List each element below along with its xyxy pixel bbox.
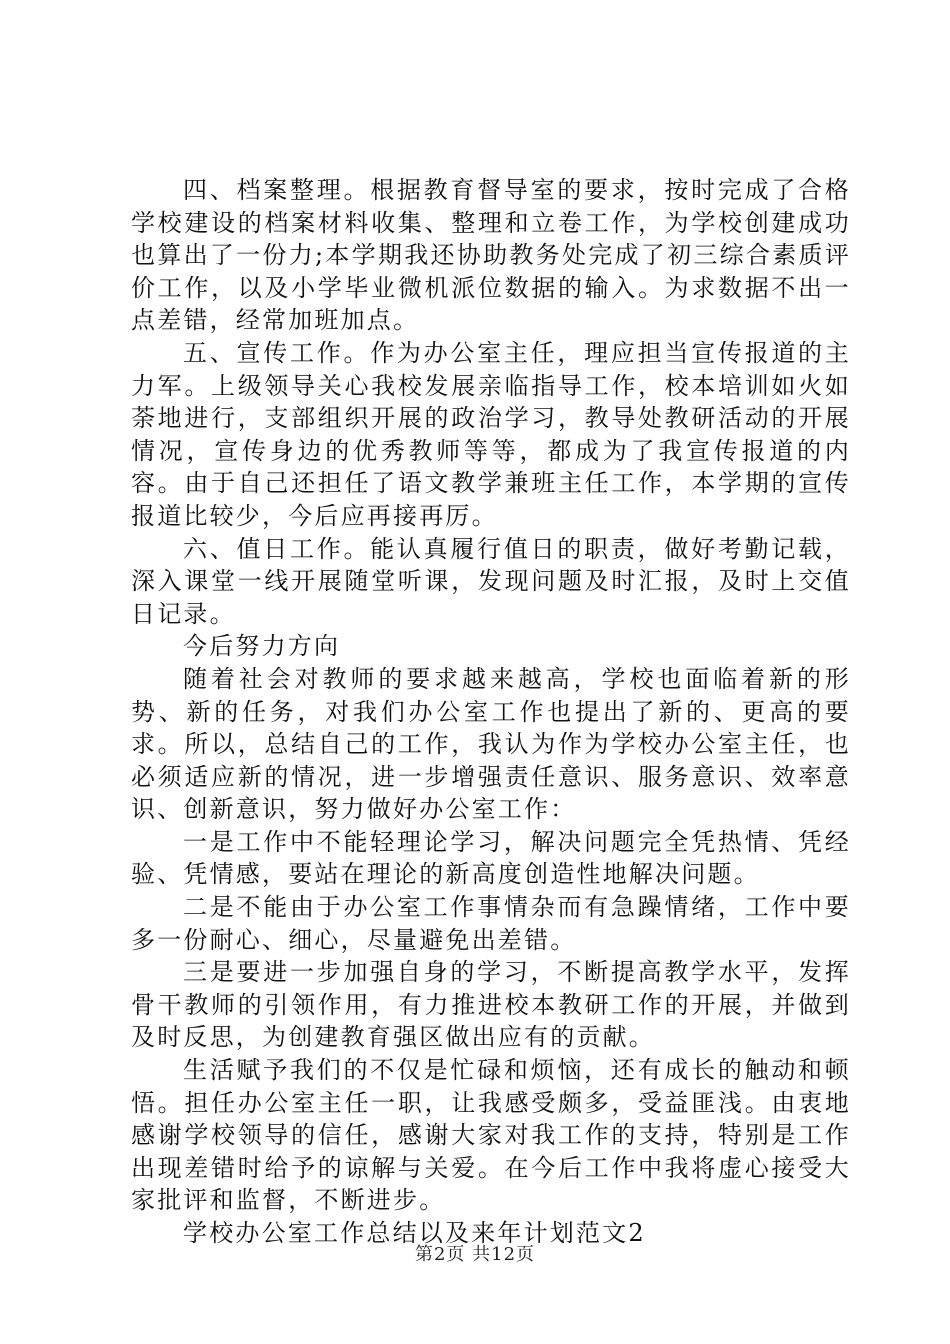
paragraph-publicity: 五、宣传工作。作为办公室主任，理应担当宣传报道的主力军。上级领导关心我校发展亲临指导工作，校本培训如火如荼地进行，支部组织开展的政治学习，教导处教研活动的开展情况，宣传身边的优秀教师等等，都成为了我宣传报道的内容。由于自己还担任了语文教学兼班主任工作，本学期的宣传报道比较少，今后应再接再厉。 [131, 338, 851, 530]
next-article-title: 学校办公室工作总结以及来年计划范文2 [183, 1219, 646, 1247]
paragraph-point-three: 三是要进一步加强自身的学习，不断提高教学水平，发挥骨干教师的引领作用，有力推进校本教研工作的开展，并做到及时反思，为创建教育强区做出应有的贡献。 [131, 958, 851, 1052]
paragraph-duty: 六、值日工作。能认真履行值日的职责，做好考勤记载，深入课堂一线开展随堂听课，发现问题及时汇报，及时上交值日记录。 [131, 534, 851, 628]
document-body [131, 174, 851, 1250]
paragraph-point-one: 一是工作中不能轻理论学习，解决问题完全凭热情、凭经验、凭情感，要站在理论的新高度创造性地解决问题。 [131, 827, 851, 889]
paragraph-point-two: 二是不能由于办公室工作事情杂而有急躁情绪，工作中要多一份耐心、细心，尽量避免出差错。 [131, 893, 851, 954]
paragraph-archive: 四、档案整理。根据教育督导室的要求，按时完成了合格学校建设的档案材料收集、整理和立卷工作，为学校创建成功也算出了一份力;本学期我还协助教务处完成了初三综合素质评价工作，以及小学毕业微机派位数据的输入。为求数据不出一点差错，经常加班加点。 [131, 176, 851, 335]
page-number-footer: 第2页 共12页 [414, 1244, 536, 1265]
section-heading-future-direction: 今后努力方向 [183, 632, 341, 661]
paragraph-closing: 生活赋予我们的不仅是忙碌和烦恼，还有成长的触动和顿悟。担任办公室主任一职，让我感受颇多，受益匪浅。由衷地感谢学校领导的信任，感谢大家对我工作的支持，特别是工作出现差错时给予的谅解与关爱。在今后工作中我将虚心接受大家批评和监督，不断进步。 [131, 1056, 851, 1215]
paragraph-intro-requirements: 随着社会对教师的要求越来越高，学校也面临着新的形势、新的任务，对我们办公室工作也提出了新的、更高的要求。所以，总结自己的工作，我认为作为学校办公室主任，也必须适应新的情况，进一步增强责任意识、服务意识、效率意识、创新意识，努力做好办公室工作： [131, 664, 851, 824]
